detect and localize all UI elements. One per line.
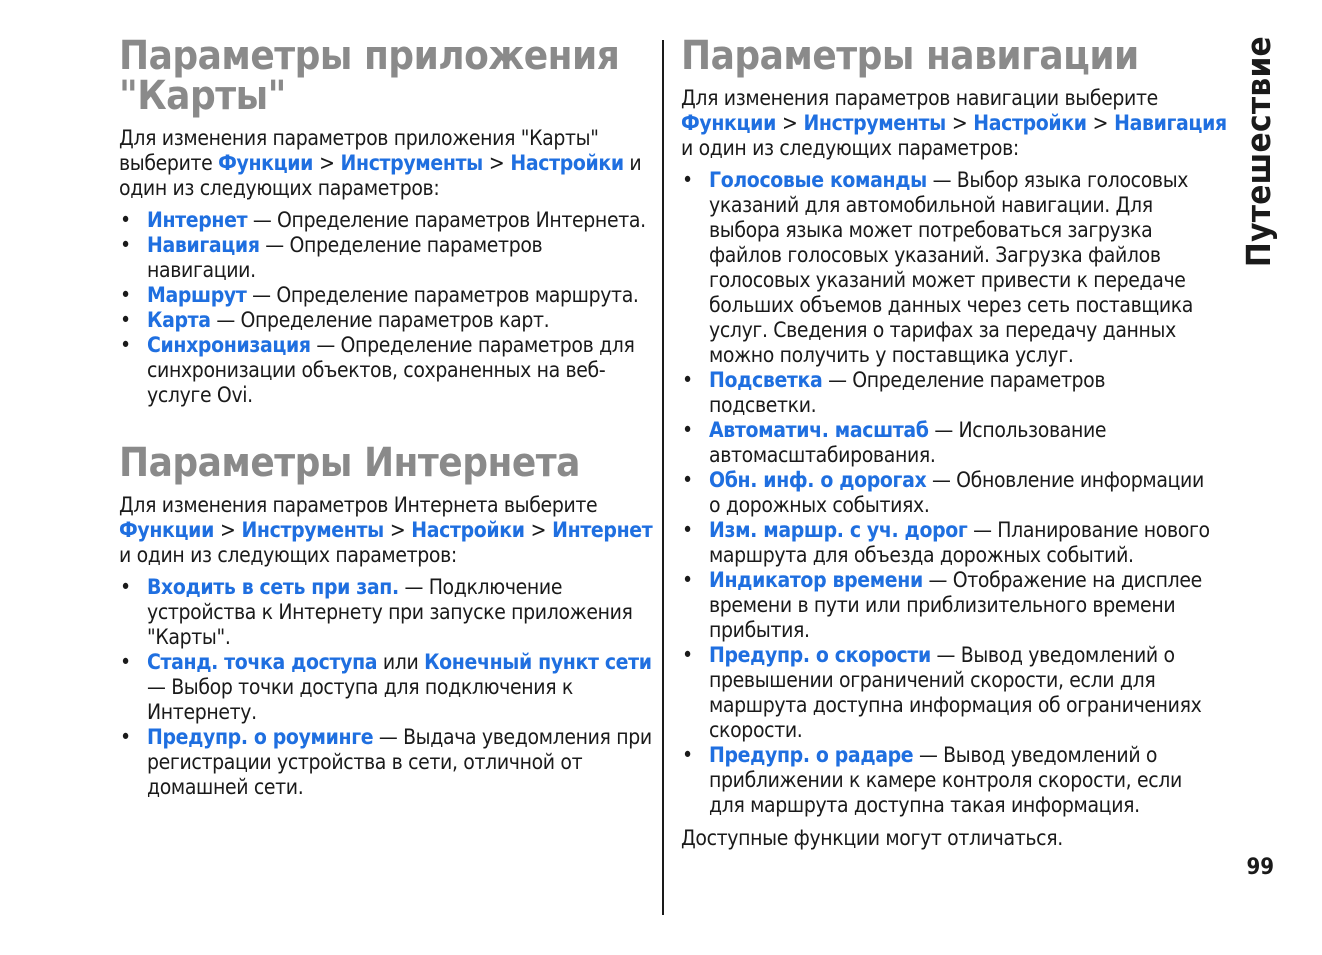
list-item (119, 308, 654, 333)
option-desc: — Выдача уведомления при регистрации устройства в сети, отличной от домашней сети. (147, 725, 652, 799)
menu-path-tools: Инструменты (803, 111, 946, 135)
chapter-tab (1239, 36, 1279, 268)
path-separator: > (488, 151, 505, 175)
option-desc: — Отображение на дисплее времени в пути или приблизительного времени прибытия. (709, 568, 1202, 642)
list-item (681, 368, 1216, 418)
intro-text: Для изменения параметров навигации выберите (681, 86, 1158, 110)
option-term: Синхронизация (147, 333, 311, 357)
option-term: Конечный пункт сети (424, 650, 652, 674)
option-desc: — Выбор точки доступа для подключения к Интернету. (147, 675, 573, 724)
option-desc: — Вывод уведомлений о превышении ограничений скорости, если для маршрута доступна информация об ограничениях скорости. (709, 643, 1202, 742)
menu-path-functions: Функции (218, 151, 314, 175)
option-term: Входить в сеть при зап. (147, 575, 399, 599)
menu-path-settings: Настройки (411, 518, 525, 542)
map-settings-title: Параметры приложения "Карты" (119, 33, 620, 119)
list-item (119, 208, 654, 233)
option-term: Индикатор времени (709, 568, 923, 592)
option-term: Автоматич. масштаб (709, 418, 929, 442)
option-desc: — Использование автомасштабирования. (709, 418, 1107, 467)
path-separator: > (319, 151, 335, 175)
list-item (681, 568, 1216, 643)
menu-path-tools: Инструменты (241, 518, 384, 542)
intro-text: и один из следующих параметров: (119, 543, 457, 567)
option-desc: — Определение параметров карт. (216, 308, 550, 332)
option-term: Голосовые команды (709, 168, 927, 192)
list-item (119, 650, 654, 725)
chapter-title: Путешествие (1239, 36, 1278, 268)
option-desc: — Планирование нового маршрута для объезда дорожных событий. (709, 518, 1210, 567)
option-desc: — Определение параметров навигации. (147, 233, 543, 282)
list-item (681, 418, 1216, 468)
intro-text: Для изменения параметров приложения "Карты" выберите (119, 126, 599, 175)
menu-path-functions: Функции (119, 518, 214, 542)
list-item (119, 575, 654, 650)
map-settings-intro (119, 126, 654, 201)
option-desc: — Определение параметров для синхронизации объектов, сохраненных на веб-услуге Ovi. (147, 333, 635, 407)
option-desc: — Вывод уведомлений о приближении к камере контроля скорости, если для маршрута доступна такая информация. (709, 743, 1182, 817)
path-separator: > (1092, 111, 1109, 135)
path-separator: > (951, 111, 968, 135)
option-term: Предупр. о скорости (709, 643, 931, 667)
option-term: Станд. точка доступа (147, 650, 378, 674)
column-divider (662, 40, 664, 915)
option-desc: — Определение параметров Интернета. (252, 208, 646, 232)
navigation-settings-title: Параметры навигации (681, 33, 1139, 79)
path-separator: > (530, 518, 547, 542)
list-item (119, 283, 654, 308)
option-term: Карта (147, 308, 211, 332)
option-desc: — Определение параметров подсветки. (709, 368, 1106, 417)
option-term: Предупр. о радаре (709, 743, 914, 767)
internet-settings-list (119, 575, 654, 800)
list-item (681, 168, 1216, 368)
map-settings-list (119, 208, 654, 408)
path-separator: > (781, 111, 798, 135)
list-item (681, 468, 1216, 518)
menu-path-settings: Настройки (973, 111, 1087, 135)
option-term: Навигация (147, 233, 260, 257)
option-term: Подсветка (709, 368, 823, 392)
menu-path-settings: Настройки (510, 151, 624, 175)
internet-settings-title: Параметры Интернета (119, 440, 580, 486)
option-desc: — Обновление информации о дорожных событиях. (709, 468, 1204, 517)
list-item (681, 743, 1216, 818)
list-item (119, 333, 654, 408)
option-term: Предупр. о роуминге (147, 725, 374, 749)
path-separator: > (219, 518, 236, 542)
list-item (681, 643, 1216, 743)
menu-path-tools: Инструменты (340, 151, 483, 175)
navigation-settings-list (681, 168, 1216, 818)
intro-text: и один из следующих параметров: (681, 136, 1019, 160)
menu-path-functions: Функции (681, 111, 776, 135)
menu-path-internet: Интернет (552, 518, 653, 542)
list-item (119, 233, 654, 283)
option-term: Изм. маршр. с уч. дорог (709, 518, 968, 542)
right-column (681, 33, 1227, 851)
option-term: Обн. инф. о дорогах (709, 468, 927, 492)
list-item (119, 725, 654, 800)
availability-note: Доступные функции могут отличаться. (681, 826, 1063, 850)
option-term: Интернет (147, 208, 248, 232)
path-separator: > (389, 518, 406, 542)
intro-text: и один из следующих параметров: (119, 151, 642, 200)
option-desc: — Определение параметров маршрута. (252, 283, 639, 307)
navigation-settings-intro (681, 86, 1227, 161)
option-term: Маршрут (147, 283, 247, 307)
left-column (119, 33, 654, 800)
page-number: 99 (1246, 855, 1274, 880)
or-text: или (382, 650, 419, 674)
option-desc: — Подключение устройства к Интернету при запуске приложения "Карты". (147, 575, 633, 649)
menu-path-navigation: Навигация (1114, 111, 1227, 135)
internet-settings-intro (119, 493, 654, 568)
intro-text: Для изменения параметров Интернета выберите (119, 493, 598, 517)
list-item (681, 518, 1216, 568)
option-desc: — Выбор языка голосовых указаний для автомобильной навигации. Для выбора языка может потребоваться загрузка файлов голосовых указаний. Загрузка файлов голосовых указаний может привести к передаче больших объемов данных через сеть поставщика услуг. Сведения о тарифах за передачу данных можно получить у поставщика услуг. (709, 168, 1194, 367)
